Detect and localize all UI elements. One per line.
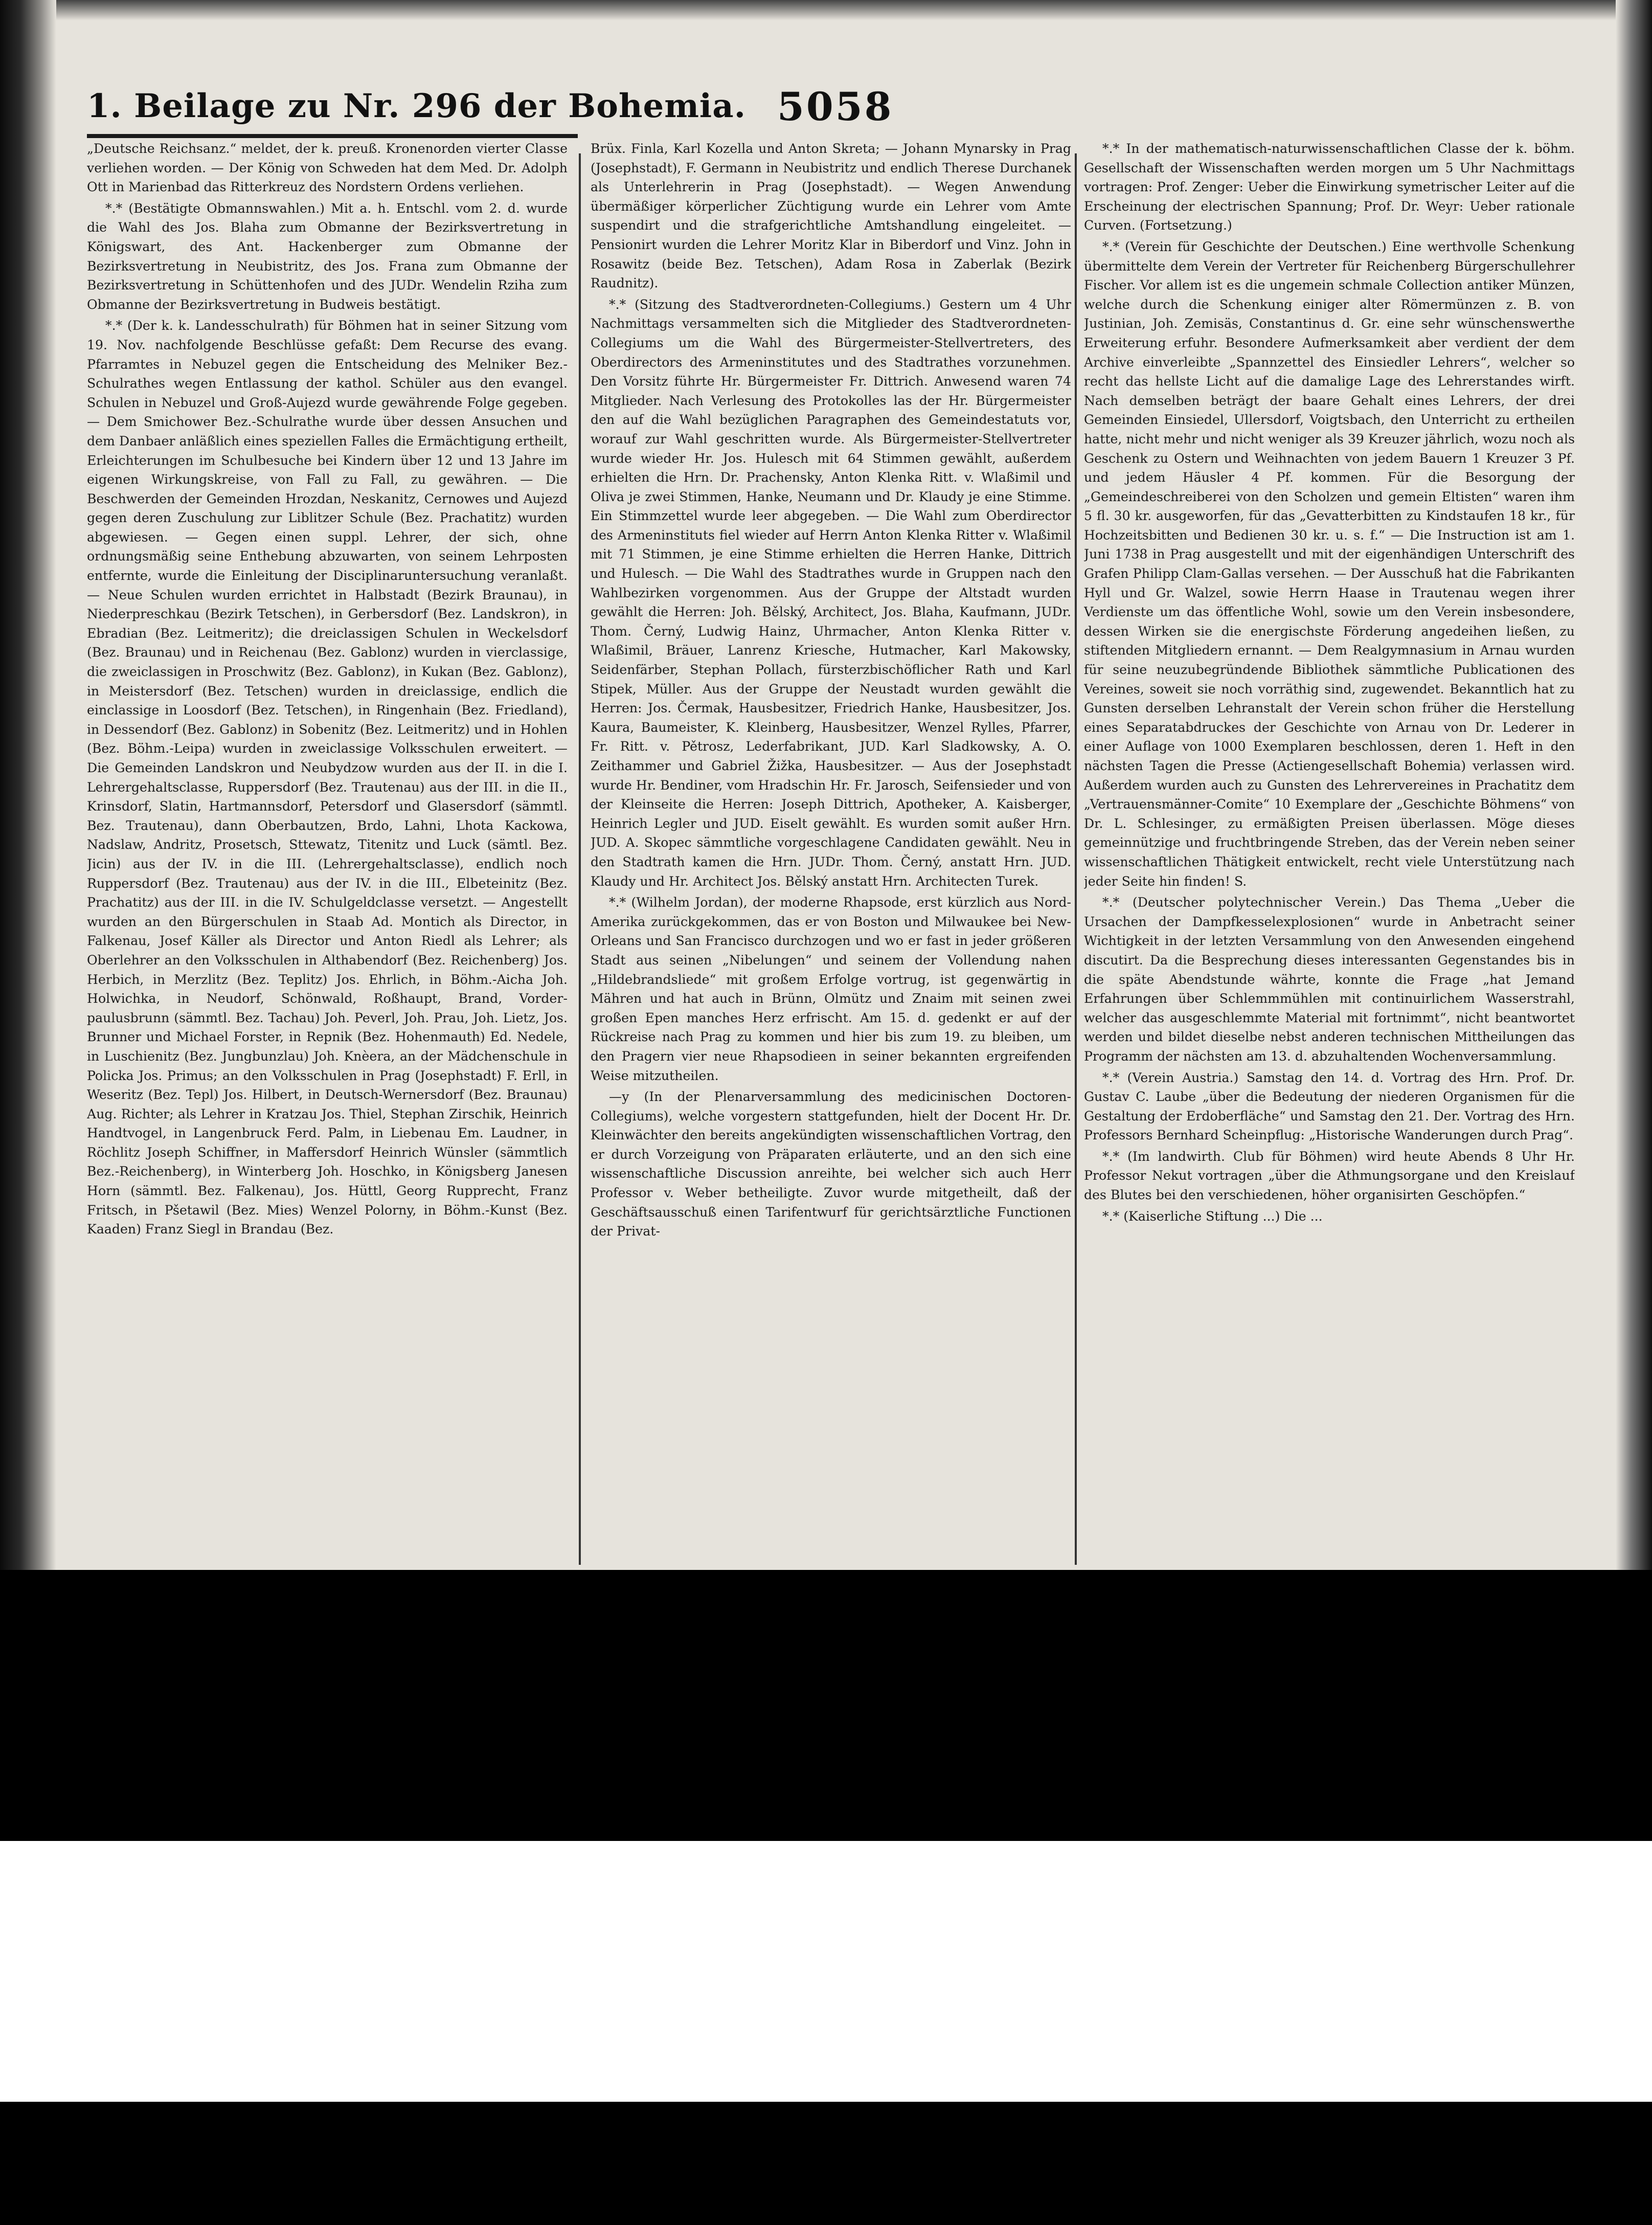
article-paragraph: Brüx. Finla, Karl Kozella und Anton Skreta; — Johann Mynarsky in Prag (Josephstadt), F. Germann in Neubistritz und endlich Therese Durchanek als Unterlehrerin in Prag (Josephstadt). — Wegen Anwendung übermäßiger körperlicher Züchtigung wurde ein Lehrer vom Amte suspendirt und die strafgerichtliche Amtshandlung eingeleitet. — Pensionirt wurden die Lehrer Moritz Klar in Biberdorf und Vinz. John in Rosawitz (beide Bez. Tetschen), Adam Rosa in Zaberlak (Bezirk Raudnitz). bbox=[591, 141, 1071, 291]
column-1 bbox=[87, 139, 568, 1566]
article-paragraph: *.* (Bestätigte Obmannswahlen.) Mit a. h. Entschl. vom 2. d. wurde die Wahl des Jos. Blaha zum Obmanne der Bezirksvertretung in Königswart, des Ant. Hackenberger zum Obmanne der Bezirksvertretung in Neubistritz, des Jos. Frana zum Obmanne der Bezirksvertretung in Schüttenhofen und des JUDr. Wendelin Rziha zum Obmanne der Bezirksvertretung in Budweis bestätigt. bbox=[87, 200, 568, 312]
page-left-binding-shadow bbox=[0, 0, 56, 1570]
column-3 bbox=[1084, 139, 1575, 1566]
article-paragraph: *.* (Der k. k. Landesschulrath) für Böhmen hat in seiner Sitzung vom 19. Nov. nachfolgende Beschlüsse gefaßt: Dem Recurse des evang. Pfarramtes in Nebuzel gegen die Entscheidung des Melniker Bez.-Schulrathes wegen Entlassung der kathol. Schüler aus den evangel. Schulen in Nebuzel und Groß-Aujezd wurde gewährende Folge gegeben. — Dem Smichower Bez.-Schulrathe wurde über dessen Ansuchen und dem Danbaer anläßlich eines speziellen Falles die Ermächtigung ertheilt, Erleichterungen im Schulbesuche bei Kindern über 12 und 13 Jahre im eigenen Wirkungskreise, von Fall zu Fall, zu gewähren. — Die Beschwerden der Gemeinden Hrozdan, Neskanitz, Cernowes und Aujezd gegen deren Zuschulung zur Liblitzer Schule (Bez. Prachatitz) wurden abgewiesen. — Gegen einen suppl. Lehrer, der sich, ohne ordnungsmäßig seine Enthebung abzuwarten, von seinem Lehrposten entfernte, wurde die Einleitung der Disciplinaruntersuchung veranlaßt. — Neue Schulen wurden errichtet in Halbstadt (Bezirk Braunau), in Niederpreschkau (Bezirk Tetschen), in Gerbersdorf (Bez. Landskron), in Ebradian (Bez. Leitmeritz); die dreiclassigen Schulen in Weckelsdorf (Bez. Braunau) und in Reichenau (Bez. Gablonz) wurden in vierclassige, die zweiclassigen in Proschwitz (Bez. Gablonz), in Kukan (Bez. Gablonz), in Meistersdorf (Bez. Tetschen) wurden in dreiclassige, endlich die einclassige in Loosdorf (Bez. Tetschen), in Ringenhain (Bez. Friedland), in Dessendorf (Bez. Gablonz) in Sobenitz (Bez. Leitmeritz) und in Hohlen (Bez. Böhm.-Leipa) wurden in zweiclassige Volksschulen erweitert. — Die Gemeinden Landskron und Neubydzow wurden aus der II. in die I. Lehrergehaltsclasse, Ruppersdorf (Bez. Trautenau) aus der III. in die II., Krinsdorf, Slatin, Hartmannsdorf, Petersdorf und Glasersdorf (sämmtl. Bez. Trautenau), dann Oberbautzen, Brdo, Lahni, Lhota Kackowa, Nadslaw, Andritz, Prosetsch, Sttewatz, Titenitz und Luck (sämtl. Bez. Jicin) aus der IV. in die III. (Lehrergehaltsclasse), endlich noch Ruppersdorf (Bez. Trautenau) aus der IV. in die III., Elbeteinitz (Bez. Prachatitz) aus der III. in die IV. Schulgeldclasse versetzt. — Angestellt wurden an den Bürgerschulen in Staab Ad. Montich als Director, in Falkenau, Josef Käller als Director und Anton Riedl als Lehrer; als Oberlehrer an den Volksschulen in Althabendorf (Bez. Reichenberg) Jos. Herbich, in Merzlitz (Bez. Teplitz) Jos. Ehrlich, in Böhm.-Aicha Joh. Holwichka, in Neudorf, Schönwald, Roßhaupt, Brand, Vorder-paulusbrunn (sämmtl. Bez. Tachau) Joh. Peverl, Joh. Prau, Joh. Lietz, Jos. Brunner und Michael Forster, in Repnik (Bez. Hohenmauth) Ed. Nedele, in Luschienitz (Bez. Jungbunzlau) Joh. Knèera, an der Mädchenschule in Policka Jos. Primus; an den Volksschulen in Prag (Josephstadt) F. Erll, in Weseritz (Bez. Tepl) Jos. Hilbert, in Deutsch-Wernersdorf (Bez. Braunau) Aug. Richter; als Lehrer in Kratzau Jos. Thiel, Stephan Zirschik, Heinrich Handtvogel, in Langenbruck Ferd. Palm, in Liebenau Em. Laudner, in Röchlitz Joseph Schiffner, in Maffersdorf Heinrich Wünsler (sämmtlich Bez.-Reichenberg), in Winterberg Joh. Hoschko, in Königsberg Janesen Horn (sämmtl. Bez. Falkenau), Jos. Hüttl, Georg Rupprecht, Franz Fritsch, in Pšetawil (Bez. Mies) Wenzel Polorny, in Böhm.-Kunst (Bez. Kaaden) Franz Siegl in Brandau (Bez. bbox=[87, 318, 568, 1237]
article-paragraph: —y (In der Plenarversammlung des medicinischen Doctoren-Collegiums), welche vorgestern stattgefunden, hielt der Docent Hr. Dr. Kleinwächter den bereits angekündigten wissenschaftlichen Vortrag, den er durch Vorzeigung von Präparaten erläuterte, und an den sich eine wissenschaftliche Discussion anreihte, bei welcher sich auch Herr Professor v. Weber betheiligte. Zuvor wurde mitgetheilt, daß der Geschäftsausschuß einen Tarifentwurf für gerichtsärztliche Functionen der Privat- bbox=[591, 1089, 1071, 1239]
column-divider bbox=[1075, 153, 1077, 1565]
article-paragraph: *.* (Deutscher polytechnischer Verein.) Das Thema „Ueber die Ursachen der Dampfkesselexplosionen“ wurde in Anbetracht seiner Wichtigkeit in der letzten Versammlung von den Anwesenden eingehend discutirt. Da die Besprechung dieses interessanten Gegenstandes bis in die späte Abendstunde währte, konnte die Frage „hat Jemand Erfahrungen über Schlemmmühlen mit continuirlichem Wasserstrahl, welcher das ausgeschlemmte Material mit fortnimmt“, nicht beantwortet werden und bildet dieselbe nebst anderen technischen Mittheilungen das Programm der nächsten am 13. d. abzuhaltenden Wochenversammlung. bbox=[1084, 895, 1575, 1064]
supplement-title: 1. Beilage zu Nr. 296 der Bohemia. bbox=[87, 87, 746, 125]
article-paragraph: „Deutsche Reichsanz.“ meldet, der k. preuß. Kronenorden vierter Classe verliehen worden. — Der König von Schweden hat dem Med. Dr. Adolph Ott in Marienbad das Ritterkreuz des Nordstern Ordens verliehen. bbox=[87, 141, 568, 195]
scan-bottom-black-band bbox=[0, 2102, 1652, 2225]
page-right-edge-shadow bbox=[1616, 0, 1652, 1570]
article-paragraph: *.* (Kaiserliche Stiftung ...) Die ... bbox=[1102, 1208, 1323, 1224]
scan-black-band bbox=[0, 1570, 1652, 1841]
column-divider bbox=[579, 153, 581, 1565]
article-paragraph: *.* (Verein Austria.) Samstag den 14. d. Vortrag des Hrn. Prof. Dr. Gustav C. Laube „über die Bedeutung der niederen Organismen für die Gestaltung der Erdoberfläche“ und Samstag den 21. Der. Vortrag des Hrn. Professors Bernhard Scheinpflug: „Historische Wanderungen durch Prag“. bbox=[1084, 1070, 1575, 1143]
header-rule bbox=[87, 134, 578, 138]
scan-white-band bbox=[0, 1841, 1652, 2102]
page-number: 5058 bbox=[777, 84, 894, 129]
article-paragraph: *.* (Wilhelm Jordan), der moderne Rhapsode, erst kürzlich aus Nord-Amerika zurückgekommen, das er von Boston und Milwaukee bei New-Orleans und San Francisco durchzogen und wo er fast in jeder größeren Stadt aus seinen „Nibelungen“ und seinem der Vollendung nahen „Hildebrandsliede“ mit großem Erfolge vortrug, ist gegenwärtig in Mähren und hat auch in Brünn, Olmütz und Znaim mit seinen zwei großen Epen manches Herz erfrischt. Am 15. d. gedenkt er auf der Rückreise nach Prag zu kommen und hier bis zum 19. zu bleiben, um den Pragern vier neue Rhapsodieen in seiner bekannten ergreifenden Weise mitzutheilen. bbox=[591, 895, 1071, 1083]
page-top-shadow bbox=[0, 0, 1652, 20]
article-paragraph: *.* (Im landwirth. Club für Böhmen) wird heute Abends 8 Uhr Hr. Professor Nekut vortragen „über die Athmungsorgane und den Kreislauf des Blutes bei den verschiedenen, höher organisirten Geschöpfen.“ bbox=[1084, 1149, 1575, 1203]
column-2 bbox=[591, 139, 1071, 1566]
article-paragraph: *.* In der mathematisch-naturwissenschaftlichen Classe der k. böhm. Gesellschaft der Wissenschaften werden morgen um 5 Uhr Nachmittags vortragen: Prof. Zenger: Ueber die Einwirkung symetrischer Leiter auf die Erscheinung der electrischen Spannung; Prof. Dr. Weyr: Ueber rationale Curven. (Fortsetzung.) bbox=[1084, 141, 1575, 233]
article-paragraph: *.* (Sitzung des Stadtverordneten-Collegiums.) Gestern um 4 Uhr Nachmittags versammelten sich die Mitglieder des Stadtverordneten-Collegiums um die Wahl des Bürgermeister-Stellvertreters, des Oberdirectors des Armeninstitutes und des Stadtrathes vorzunehmen. Den Vorsitz führte Hr. Bürgermeister Fr. Dittrich. Anwesend waren 74 Mitglieder. Nach Verlesung des Protokolles las der Hr. Bürgermeister den auf die Wahl bezüglichen Paragraphen des Gemeindestatuts vor, worauf zur Wahl geschritten wurde. Als Bürgermeister-Stellvertreter wurde wieder Hr. Jos. Hulesch mit 64 Stimmen gewählt, außerdem erhielten die Hrn. Dr. Prachensky, Anton Klenka Ritt. v. Wlaßimil und Oliva je zwei Stimmen, Hanke, Neumann und Dr. Klaudy je eine Stimme. Ein Stimmzettel wurde leer abgegeben. — Die Wahl zum Oberdirector des Armeninstituts fiel wieder auf Herrn Anton Klenka Ritter v. Wlaßimil mit 71 Stimmen, je eine Stimme erhielten die Herren Hanke, Dittrich und Hulesch. — Die Wahl des Stadtrathes wurde in Gruppen nach den Wahlbezirken vorgenommen. Aus der Gruppe der Altstadt wurden gewählt die Herren: Joh. Bělský, Architect, Jos. Blaha, Kaufmann, JUDr. Thom. Černý, Ludwig Hainz, Uhrmacher, Anton Klenka Ritter v. Wlaßimil, Bräuer, Lanrenz Kriesche, Hutmacher, Karl Makowsky, Seidenfärber, Stephan Pollach, fürsterzbischöflicher Rath und Karl Stipek, Müller. Aus der Gruppe der Neustadt wurden gewählt die Herren: Jos. Čermak, Hausbesitzer, Friedrich Hanke, Hausbesitzer, Jos. Kaura, Baumeister, K. Kleinberg, Hausbesitzer, Wenzel Rylles, Pfarrer, Fr. Ritt. v. Pětrosz, Lederfabrikant, JUD. Karl Sladkowsky, A. O. Zeithammer und Gabriel Žižka, Hausbesitzer. — Aus der Josephstadt wurde Hr. Bendiner, vom Hradschin Hr. Fr. Jarosch, Seifensieder und von der Kleinseite die Herren: Joseph Dittrich, Apotheker, A. Kaisberger, Heinrich Legler und JUD. Eiselt gewählt. Es wurden somit außer Hrn. JUD. A. Skopec sämmtliche vorgeschlagene Candidaten gewählt. Neu in den Stadtrath kamen die Hrn. JUDr. Thom. Černý, anstatt Hrn. JUD. Klaudy und Hr. Architect Jos. Bělský anstatt Hrn. Architecten Turek. bbox=[591, 297, 1071, 889]
article-paragraph: *.* (Verein für Geschichte der Deutschen.) Eine werthvolle Schenkung übermittelte dem Verein der Vertreter für Reichenberg Bürgerschullehrer Fischer. Vor allem ist es die ungemein schmale Collection antiker Münzen, welche durch die Schenkung einiger alter Römermünzen z. B. von Justinian, Joh. Zemisäs, Constantinus d. Gr. eine sehr wünschenswerthe Erweiterung erfuhr. Besondere Aufmerksamkeit aber verdient der dem Archive einverleibte „Spannzettel des Einsiedler Lehrers“, welcher so recht das hellste Licht auf die damalige Lage des Lehrerstandes wirft. Nach demselben beträgt der baare Gehalt eines Lehrers, der drei Gemeinden Einsiedel, Ullersdorf, Voigtsbach, den Unterricht zu ertheilen hatte, nicht mehr und nicht weniger als 39 Kreuzer jährlich, wozu noch als Geschenk zu Ostern und Weihnachten von jedem Bauern 1 Kreuzer 3 Pf. und jedem Häusler 4 Pf. kommen. Für die Besorgung der „Gemeindeschreiberei von den Scholzen und gemein Eltisten“ waren ihm 5 fl. 30 kr. ausgeworfen, für das „Gevatterbitten zu Kindstaufen 18 kr., für Hochzeitsbitten und Bedienen 30 kr. u. s. f.“ — Die Instruction ist am 1. Juni 1738 in Prag ausgestellt und mit der eigenhändigen Unterschrift des Grafen Philipp Clam-Gallas versehen. — Der Ausschuß hat die Fabrikanten Hyll und Gr. Walzel, sowie Herrn Haase in Trautenau wegen ihrer Verdienste um das öffentliche Wohl, sowie um den Verein insbesondere, dessen Wirken sie die energischste Förderung angedeihen ließen, zu stiftenden Mitgliedern ernannt. — Dem Realgymnasium in Arnau wurden für seine neuzubegründende Bibliothek sämmtliche Publicationen des Vereines, soweit sie noch vorräthig sind, zugewendet. Bekanntlich hat zu Gunsten derselben Lehranstalt der Verein schon früher die Herstellung eines Separatabdruckes der Geschichte von Arnau von Dr. Lederer in einer Auflage von 1000 Exemplaren beschlossen, deren 1. Heft in den nächsten Tagen die Presse (Actiengesellschaft Bohemia) verlassen wird. Außerdem wurden auch zu Gunsten des Lehrervereines in Prachatitz dem „Vertrauensmänner-Comite“ 10 Exemplare der „Geschichte Böhmens“ von Dr. L. Schlesinger, zu ermäßigten Preisen überlassen. Möge dieses gemeinnützige und fruchtbringende Streben, das der Verein neben seiner wissenschaftlichen Thätigkeit entwickelt, recht viele Unterstützung nach jeder Seite hin finden! S. bbox=[1084, 239, 1575, 889]
